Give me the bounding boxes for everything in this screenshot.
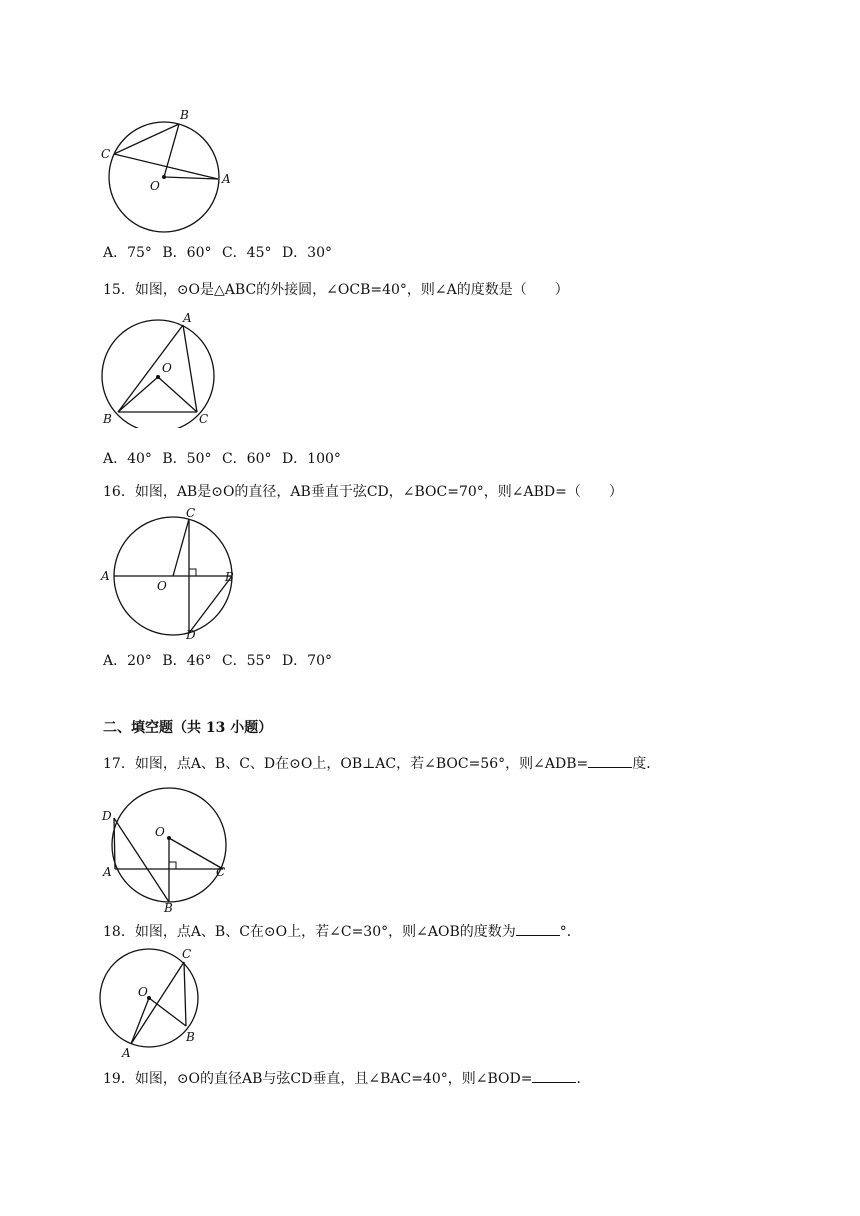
q16-segment-OC xyxy=(173,519,189,576)
q16-stem: 16．如图，AB是⊙O的直径，AB垂直于弦CD，∠BOC=70°，则∠ABD=（ ） xyxy=(103,484,623,500)
q17-stem xyxy=(103,753,660,773)
q14-center-dot xyxy=(162,175,166,179)
q15-segment-OC xyxy=(158,377,197,412)
q19-answer-blank[interactable] xyxy=(532,1068,576,1083)
q17-label-D: D xyxy=(102,809,112,823)
q16-label-B: B xyxy=(225,570,234,584)
q17-segment-OC xyxy=(169,838,223,869)
q18-stem-suffix: °． xyxy=(559,924,581,940)
q18-label-C: C xyxy=(182,947,192,961)
q17-figure xyxy=(100,778,236,914)
q14-label-O: O xyxy=(150,179,160,193)
q16-option-c: C．55° xyxy=(221,653,272,669)
q14-options xyxy=(103,244,332,262)
q15-label-C: C xyxy=(199,412,209,426)
q17-stem-suffix: 度． xyxy=(632,756,661,772)
q18-figure xyxy=(98,944,208,1064)
q16-label-O: O xyxy=(157,579,167,593)
q17-label-B: B xyxy=(164,901,173,914)
q14-option-a: A．75° xyxy=(103,245,152,261)
q15-option-c: C．60° xyxy=(221,451,272,467)
q17-label-C: C xyxy=(216,865,226,879)
q15-label-O: O xyxy=(162,361,172,375)
q16-label-D: D xyxy=(186,628,196,642)
q16-label-C: C xyxy=(186,506,196,520)
q14-label-B: B xyxy=(180,108,189,122)
q16-options xyxy=(103,652,332,670)
q14-option-c: C．45° xyxy=(221,245,272,261)
q15-figure xyxy=(100,310,220,428)
section-heading: 二、填空题（共 13 小题） xyxy=(103,720,273,736)
q18-stem xyxy=(103,921,581,941)
q16-label-A: A xyxy=(101,569,110,583)
q17-right-angle-mark xyxy=(169,862,176,869)
q17-center-dot xyxy=(167,836,171,840)
q16-option-d: D．70° xyxy=(281,653,332,669)
q17-label-O: O xyxy=(155,825,165,839)
q17-label-A: A xyxy=(103,865,112,879)
q16-figure xyxy=(98,506,242,642)
q15-segment-AC xyxy=(183,325,197,412)
q16-option-a: A．20° xyxy=(103,653,152,669)
q19-stem xyxy=(103,1068,590,1088)
q18-label-O: O xyxy=(138,985,148,999)
q15-label-A: A xyxy=(183,311,192,325)
q15-option-b: B．50° xyxy=(162,451,212,467)
q15-segment-OB xyxy=(118,377,158,412)
q15-option-a: A．40° xyxy=(103,451,152,467)
q18-answer-blank[interactable] xyxy=(516,921,560,936)
q17-answer-blank[interactable] xyxy=(588,753,632,768)
q17-stem-text: 17．如图，点A、B、C、D在⊙O上，OB⊥AC，若∠BOC=56°，则∠ADB= xyxy=(103,756,589,772)
q16-segment-BD xyxy=(189,576,232,633)
q14-option-d: D．30° xyxy=(281,245,332,261)
q18-segment-CA xyxy=(131,962,184,1044)
q15-options xyxy=(103,450,341,468)
q18-label-B: B xyxy=(186,1030,195,1044)
q18-segment-CB xyxy=(184,962,186,1026)
q16-right-angle-mark xyxy=(189,569,196,576)
q15-stem: 15．如图，⊙O是△ABC的外接圆，∠OCB=40°，则∠A的度数是（ ） xyxy=(103,282,569,298)
q14-figure xyxy=(100,104,240,236)
q19-stem-suffix: ． xyxy=(576,1071,591,1087)
q16-option-b: B．46° xyxy=(162,653,212,669)
q14-label-A: A xyxy=(222,172,231,186)
q15-center-dot xyxy=(156,375,160,379)
q15-segment-AB xyxy=(118,325,183,412)
q15-option-d: D．100° xyxy=(281,451,341,467)
q18-stem-text: 18．如图，点A、B、C在⊙O上，若∠C=30°，则∠AOB的度数为 xyxy=(103,924,516,940)
q15-label-B: B xyxy=(103,412,112,426)
q14-label-C: C xyxy=(101,147,111,161)
q14-option-b: B．60° xyxy=(162,245,212,261)
q19-stem-text: 19．如图，⊙O的直径AB与弦CD垂直，且∠BAC=40°，则∠BOD= xyxy=(103,1071,533,1087)
q18-label-A: A xyxy=(122,1046,131,1060)
q14-segment-CA xyxy=(114,154,218,179)
q18-segment-OB xyxy=(149,998,186,1026)
